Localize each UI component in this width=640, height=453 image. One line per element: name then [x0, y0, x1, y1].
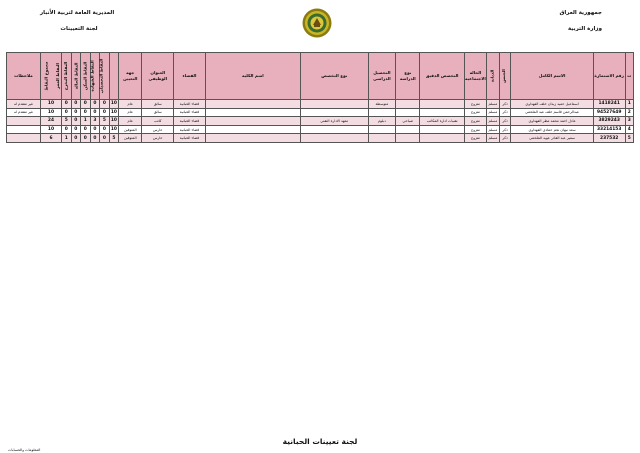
table-cell: [368, 108, 395, 117]
table-cell: متزوج: [464, 117, 486, 126]
table-cell: 0: [100, 100, 110, 109]
table-cell: 0: [71, 100, 81, 109]
footer-note: المعلومات والحسابات: [8, 448, 41, 452]
table-cell: ذكر: [499, 100, 511, 109]
table-cell: قضاء الحبانية: [174, 100, 206, 109]
header-left: [40, 8, 118, 34]
table-row: [7, 134, 634, 143]
table-cell: قضاء الحبانية: [174, 125, 206, 134]
table-cell: [205, 117, 300, 126]
table-row: [7, 125, 634, 134]
table-cell: سائق: [142, 108, 174, 117]
table-cell: 0: [90, 108, 100, 117]
table-cell: عام: [119, 117, 142, 126]
table-cell: 0: [71, 108, 81, 117]
table-cell: 3: [90, 117, 100, 126]
table-cell: 0: [62, 108, 72, 117]
table-row: [7, 100, 634, 109]
table-cell: اسماعيل حميد زيدان خلف الفهداوي: [511, 100, 593, 109]
column-header-label: النقاط الحالة: [73, 62, 79, 90]
column-header: اسم الكلية: [205, 53, 300, 100]
table-cell: 10: [40, 125, 61, 134]
table-cell: 0: [90, 134, 100, 143]
table-cell: مسلم: [487, 117, 500, 126]
column-header-label: النقاط التحصيلي: [97, 58, 103, 94]
table-cell: 0: [62, 100, 72, 109]
table-cell: 0: [71, 125, 81, 134]
column-header: العنوان الوظيفي: [142, 53, 174, 100]
table-cell: [368, 134, 395, 143]
table-cell: قضاء الحبانية: [174, 117, 206, 126]
table-cell: سائق: [142, 100, 174, 109]
table-cell: 1418241: [593, 100, 625, 109]
table-cell: غير متقدم له: [7, 108, 41, 117]
table-cell: 237532: [593, 134, 625, 143]
emblem-logo: [302, 8, 332, 38]
table-cell: ذكر: [499, 134, 511, 143]
table-cell: مسلم: [487, 108, 500, 117]
column-header-label: مجموع النقاط: [43, 61, 49, 91]
table-cell: 1: [625, 100, 633, 109]
table-cell: 0: [81, 134, 91, 143]
column-header: [487, 53, 500, 100]
table-cell: [7, 134, 41, 143]
column-header-label: الديانة: [489, 69, 495, 83]
column-header: القضاء: [174, 53, 206, 100]
column-header: الاسم الكامل: [511, 53, 593, 100]
table-cell: المتوفين: [119, 134, 142, 143]
table-cell: 0: [71, 117, 81, 126]
column-header-label: النقاط التخرج: [62, 61, 68, 91]
table-cell: 0: [100, 125, 110, 134]
table-cell: 0: [90, 125, 100, 134]
column-header-label: الجنس: [500, 69, 506, 83]
footer-title: لجنة تعيينات الحبانية: [282, 437, 358, 446]
column-header: التخصص الدقيق: [420, 53, 464, 100]
column-header: رقم الاستمارة: [593, 53, 625, 100]
column-header: التحصيل الدراسي: [368, 53, 395, 100]
table-cell: 24: [40, 117, 61, 126]
table-cell: متزوج: [464, 134, 486, 143]
table-cell: [420, 108, 464, 117]
header-committee: لجنة التعيينات: [60, 26, 98, 32]
table-cell: عام: [119, 100, 142, 109]
table-cell: عبدالرحمن قاسم خلف عبد الملحمي: [511, 108, 593, 117]
table-cell: معهد الادارة التقني: [300, 117, 368, 126]
table-cell: حارس: [142, 134, 174, 143]
table-cell: [420, 100, 464, 109]
column-header-label: النقاط السكن: [81, 61, 87, 91]
table-cell: 10: [110, 101, 117, 107]
table-cell: 0: [100, 134, 110, 143]
table-cell: ذكر: [499, 108, 511, 117]
column-header: ملاحظات: [7, 53, 41, 100]
table-cell: [205, 108, 300, 117]
table-cell: مسلم: [487, 100, 500, 109]
table-cell: مسلم: [487, 125, 500, 134]
table-cell: قضاء الحبانية: [174, 108, 206, 117]
table-cell: 10: [110, 127, 117, 133]
table-cell: متوسطة: [368, 100, 395, 109]
table-cell: [396, 134, 420, 143]
appointments-table-wrapper: [6, 52, 634, 143]
table-cell: كاتب: [142, 117, 174, 126]
table-cell: [205, 134, 300, 143]
table-cell: 10: [110, 109, 117, 115]
table-cell: 3: [625, 117, 633, 126]
table-cell: ذكر: [499, 125, 511, 134]
table-row: [7, 108, 634, 117]
column-header-label: النقاط الشهادة: [89, 60, 95, 92]
table-cell: 1: [62, 134, 72, 143]
column-header: جهة التعيين: [119, 53, 142, 100]
table-cell: 5: [62, 117, 72, 126]
table-cell: [7, 117, 41, 126]
table-cell: 5: [100, 117, 110, 126]
table-cell: غير متقدم له: [7, 100, 41, 109]
table-cell: 0: [90, 100, 100, 109]
table-cell: صباحي: [396, 117, 420, 126]
table-cell: 4: [625, 125, 633, 134]
table-cell: دبلوم: [368, 117, 395, 126]
table-cell: 2: [625, 108, 633, 117]
table-cell: 0: [100, 108, 110, 117]
header-country: جمهورية العراق: [559, 10, 602, 16]
table-cell: تقنيات ادارة المكاتب: [420, 117, 464, 126]
header-directorate: المديرية العامة لتربية الأنبار: [40, 10, 115, 16]
header-ministry: وزارة التربية: [567, 26, 602, 32]
table-cell: 0: [81, 108, 91, 117]
appointments-table: [6, 52, 634, 143]
header-right: [560, 8, 603, 34]
column-header: [97, 53, 119, 100]
table-cell: متزوج: [464, 100, 486, 109]
table-cell: 3829243: [593, 117, 625, 126]
table-cell: [420, 134, 464, 143]
table-cell: سمير عبد القادر عويد الملحمي: [511, 134, 593, 143]
table-cell: [396, 108, 420, 117]
table-cell: عام: [119, 108, 142, 117]
table-cell: حارس: [142, 125, 174, 134]
table-cell: [396, 125, 420, 134]
table-cell: [396, 100, 420, 109]
column-header: ت: [625, 53, 633, 100]
table-cell: 0: [71, 134, 81, 143]
table-cell: 10: [40, 100, 61, 109]
table-cell: [205, 100, 300, 109]
table-body: [7, 100, 634, 143]
table-cell: 0: [81, 125, 91, 134]
table-cell: [300, 125, 368, 134]
table-cell: [300, 100, 368, 109]
table-cell: عادل احمد محمد مطر الفهداوي: [511, 117, 593, 126]
table-cell: [420, 125, 464, 134]
table-cell: متزوج: [464, 108, 486, 117]
table-cell: 5: [109, 134, 119, 143]
table-cell: مسلم: [487, 134, 500, 143]
table-cell: 0: [62, 125, 72, 134]
column-header: نوع الدراسة: [396, 53, 420, 100]
column-header: [499, 53, 511, 100]
table-cell: 94527649: [593, 108, 625, 117]
column-header-label: النقاط العمر: [54, 63, 60, 89]
table-cell: [300, 108, 368, 117]
table-row: [7, 117, 634, 126]
table-cell: 1: [81, 117, 91, 126]
table-cell: [300, 134, 368, 143]
table-cell: قضاء الحبانية: [174, 134, 206, 143]
column-header: الحالة الاجتماعية: [464, 53, 486, 100]
table-cell: 6: [40, 134, 61, 143]
table-header-row: [7, 53, 634, 100]
table-cell: متزوج: [464, 125, 486, 134]
table-cell: المتوفين: [119, 125, 142, 134]
table-cell: 10: [110, 118, 117, 124]
table-cell: ذكر: [499, 117, 511, 126]
table-cell: [368, 125, 395, 134]
table-cell: 33214153: [593, 125, 625, 134]
table-cell: 10: [40, 108, 61, 117]
column-header: نوع التخصص: [300, 53, 368, 100]
table-cell: 0: [81, 100, 91, 109]
table-cell: سعد نبهان نجم حمادي الفهداوي: [511, 125, 593, 134]
table-cell: [205, 125, 300, 134]
table-cell: [7, 125, 41, 134]
table-cell: 5: [625, 134, 633, 143]
